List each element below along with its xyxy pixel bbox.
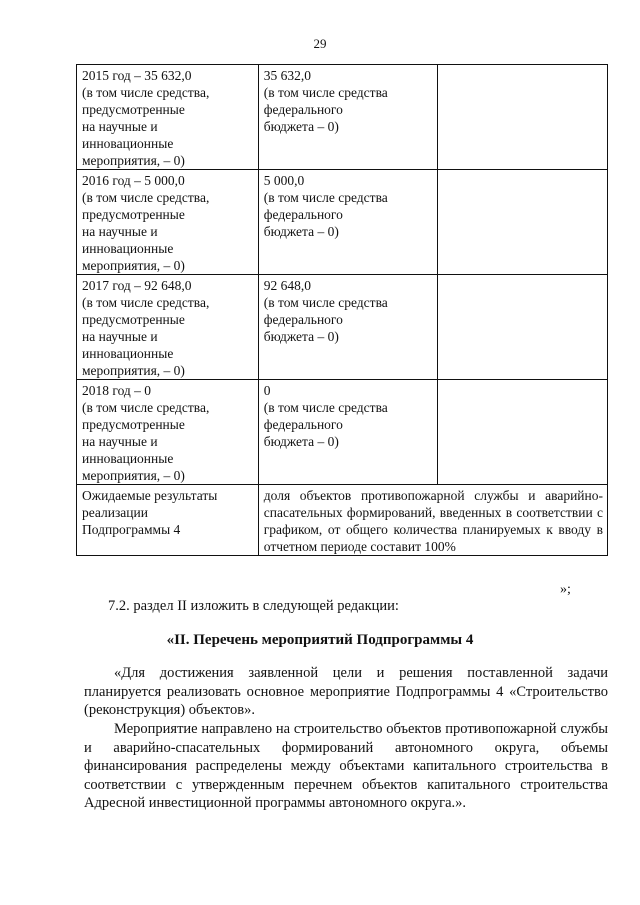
cell-line: инновационные <box>82 451 174 466</box>
cell-line: (в том числе средства <box>263 400 388 415</box>
paragraph-2: Мероприятие направлено на строительство объектов противопожарной службы и аварийно-спасательных формирований автономного округа, объемы финансирования распределены между объектами капитального строительства в соответствии с утвержденным перечнем объектов капитального строительства Адресной инвестиционной программы автономного округа.». <box>84 721 608 811</box>
year-total-cell <box>77 65 259 170</box>
page-number: 29 <box>313 36 327 51</box>
cell-line: бюджета – 0) <box>263 119 339 134</box>
amount-cell <box>258 170 438 275</box>
cell-line: инновационные <box>82 346 174 361</box>
cell-line: Подпрограммы 4 <box>82 522 181 537</box>
cell-line: бюджета – 0) <box>263 224 339 239</box>
cell-line: (в том числе средства, <box>82 85 210 100</box>
table-row-results <box>77 485 608 556</box>
cell-line: предусмотренные <box>82 102 185 117</box>
cell-line: федерального <box>263 312 343 327</box>
cell-line: федерального <box>263 102 343 117</box>
cell-line: 2018 год – 0 <box>82 383 152 398</box>
cell-line: на научные и <box>82 119 158 134</box>
sub-item-7-2: 7.2. раздел II изложить в следующей редакции: <box>108 598 399 614</box>
cell-line: (в том числе средства <box>263 85 388 100</box>
year-total-cell <box>77 170 259 275</box>
empty-cell <box>438 275 608 380</box>
cell-line: на научные и <box>82 329 158 344</box>
results-label-cell <box>77 485 259 556</box>
cell-line: мероприятия, – 0) <box>82 363 185 378</box>
cell-line: предусмотренные <box>82 417 185 432</box>
cell-line: предусмотренные <box>82 207 185 222</box>
amount-cell <box>258 65 438 170</box>
cell-line: 2017 год – 92 648,0 <box>82 278 192 293</box>
cell-line: (в том числе средства, <box>82 295 210 310</box>
cell-line: (в том числе средства, <box>82 400 210 415</box>
cell-line: (в том числе средства <box>263 295 388 310</box>
cell-line: 2015 год – 35 632,0 <box>82 68 192 83</box>
cell-line: на научные и <box>82 434 158 449</box>
cell-line: 0 <box>263 383 271 398</box>
section-heading: «II. Перечень мероприятий Подпрограммы 4 <box>166 632 474 648</box>
cell-line: федерального <box>263 207 343 222</box>
cell-line: федерального <box>263 417 343 432</box>
empty-cell <box>438 380 608 485</box>
budget-table <box>76 64 608 556</box>
amount-cell <box>258 380 438 485</box>
results-text-cell: доля объектов противопожарной службы и аварийно-спасательных формирований, введенных в соответствии с графиком, от общего количества планируемых к вводу в отчетном периоде составит 100% <box>258 485 607 556</box>
cell-line: мероприятия, – 0) <box>82 468 185 483</box>
year-total-cell <box>77 380 259 485</box>
cell-line: реализации <box>82 505 148 520</box>
cell-line: бюджета – 0) <box>263 329 339 344</box>
empty-cell <box>438 65 608 170</box>
table-row-2015 <box>77 65 608 170</box>
cell-line: предусмотренные <box>82 312 185 327</box>
cell-line: 35 632,0 <box>263 68 312 83</box>
cell-line: 5 000,0 <box>263 173 305 188</box>
empty-cell <box>438 170 608 275</box>
table-row-2016 <box>77 170 608 275</box>
cell-line: 92 648,0 <box>263 278 312 293</box>
paragraph-1: «Для достижения заявленной цели и решения поставленной задачи планируется реализовать основное мероприятие Подпрограммы 4 «Строительство (реконструкция) объектов». <box>84 665 608 718</box>
cell-line: мероприятия, – 0) <box>82 258 185 273</box>
table-row-2018 <box>77 380 608 485</box>
cell-line: инновационные <box>82 136 174 151</box>
cell-line: бюджета – 0) <box>263 434 339 449</box>
year-total-cell <box>77 275 259 380</box>
cell-line: 2016 год – 5 000,0 <box>82 173 185 188</box>
cell-line: (в том числе средства, <box>82 190 210 205</box>
table-row-2017 <box>77 275 608 380</box>
cell-line: инновационные <box>82 241 174 256</box>
cell-line: Ожидаемые результаты <box>82 488 218 503</box>
cell-line: мероприятия, – 0) <box>82 153 185 168</box>
cell-line: на научные и <box>82 224 158 239</box>
amount-cell <box>258 275 438 380</box>
closing-quote: »; <box>560 582 571 597</box>
cell-line: (в том числе средства <box>263 190 388 205</box>
